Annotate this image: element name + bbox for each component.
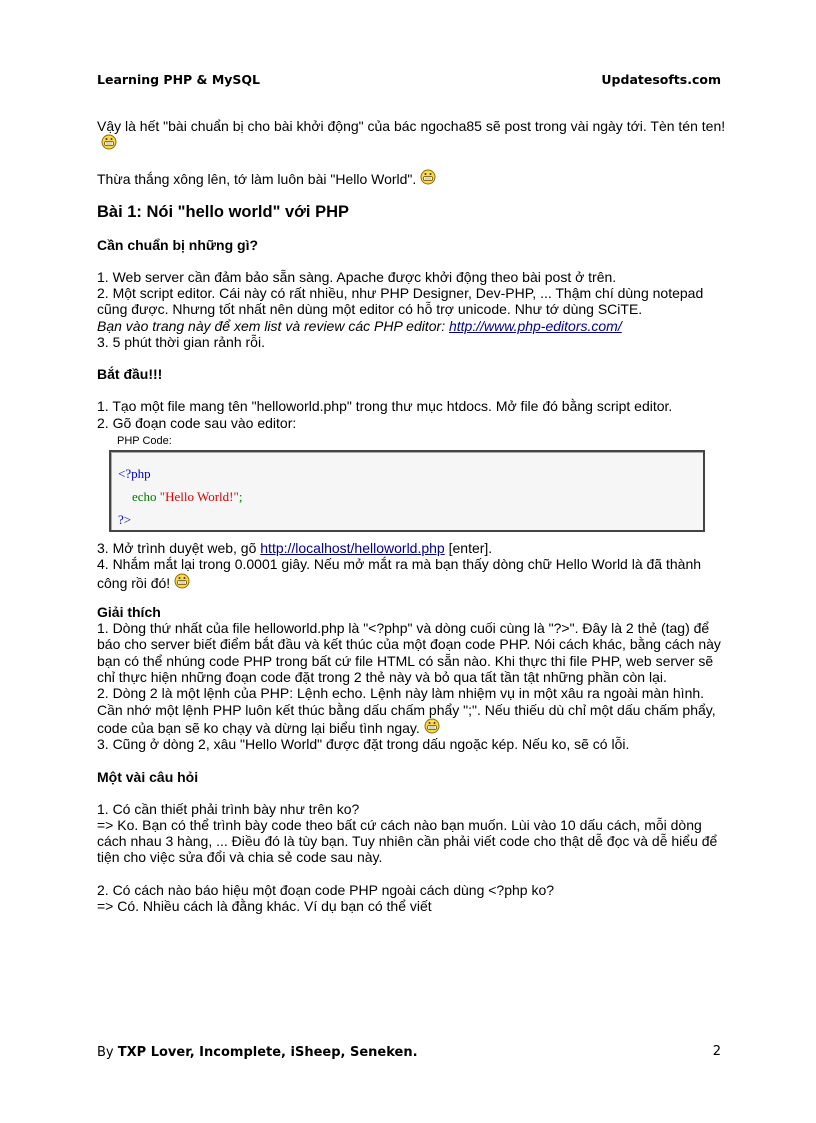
document-body (97, 118, 727, 914)
prep-item-3: 3. 5 phút thời gian rảnh rỗi. (97, 334, 265, 351)
start-item-2: 2. Gõ đoạn code sau vào editor: (97, 414, 297, 431)
php-editors-link[interactable]: http://www.php-editors.com/ (448, 317, 622, 334)
code-close-tag: ?> (118, 511, 132, 527)
intro-paragraph-1: Vậy là hết "bài chuẩn bị cho bài khởi động" của bác ngocha85 sẽ post trong vài ngày tới. Tèn tén ten! (97, 118, 727, 153)
faq-question-2: 2. Có cách nào báo hiệu một đoạn code PHP ngoài cách dùng <?php ko? (97, 881, 555, 898)
prep-item-1: 1. Web server cần đảm bảo sẵn sàng. Apache được khởi động theo bài post ở trên. (97, 268, 617, 285)
prep-note: Bạn vào trang này để xem list và review các PHP editor: http://www.php-editors.com/ (97, 317, 622, 334)
start-heading: Bắt đầu!!! (97, 366, 163, 383)
lesson-title: Bài 1: Nói "hello world" với PHP (97, 202, 349, 221)
grin-smiley-icon (420, 169, 436, 185)
code-echo-line: echo "Hello World!"; (132, 488, 243, 504)
grin-smiley-icon (101, 134, 117, 150)
explain-item-1: 1. Dòng thứ nhất của file helloworld.php là "<?php" và dòng cuối cùng là "?>". Đây là 2 thẻ (tag) để báo cho server biết điểm bắt đầu và kết thúc của một đoạn code PHP. Nói cách khác, bằng cách này bạn có thể nhúng code PHP trong bất cứ file HTML có sẵn nào. Khi thực thi file PHP, web server sẽ chỉ thực hiện những đoạn code đặt trong 2 thẻ này và bỏ qua tất tần tật những phần còn lại. (97, 620, 721, 686)
footer-by: By (97, 1045, 118, 1060)
faq-heading: Một vài câu hỏi (97, 768, 199, 785)
faq-question-1: 1. Có cần thiết phải trình bày như trên ko? (97, 800, 360, 817)
php-code-block (109, 450, 705, 532)
grin-smiley-icon (174, 573, 190, 589)
localhost-link[interactable]: http://localhost/helloworld.php (260, 539, 445, 556)
start-item-1: 1. Tạo một file mang tên "helloworld.php" trong thư mục htdocs. Mở file đó bằng script editor. (97, 398, 673, 415)
faq-answer-2: => Có. Nhiều cách là đằng khác. Ví dụ bạn có thể viết (97, 898, 432, 915)
header-site: Updatesofts.com (601, 72, 721, 87)
explain-heading: Giải thích (97, 603, 161, 620)
intro-paragraph-2: Thừa thắng xông lên, tớ làm luôn bài "Hello World". (97, 169, 727, 187)
start-item-3: 3. Mở trình duyệt web, gõ http://localhost/helloworld.php [enter]. (97, 539, 493, 556)
faq-answer-1: => Ko. Bạn có thể trình bày code theo bất cứ cách nào bạn muốn. Lùi vào 10 dấu cách, mỗi dòng cách nhau 3 hàng, ... Điều đó là tùy bạn. Tuy nhiên cần phải viết code cho thật dễ đọc và dễ hiểu để tiện cho việc sửa đổi và chia sẻ code sau này. (97, 816, 718, 866)
start-item-4: 4. Nhắm mắt lại trong 0.0001 giây. Nếu mở mắt ra mà bạn thấy dòng chữ Hello World là đã thành công rồi đó! (97, 556, 702, 591)
page-header (97, 72, 721, 90)
explain-item-2: 2. Dòng 2 là một lệnh của PHP: Lệnh echo. Lệnh này làm nhiệm vụ in một xâu ra ngoài màn hình. Cần nhớ một lệnh PHP luôn kết thúc bằng dấu chấm phẩy ";". Nếu thiếu dù chỉ một dấu chấm phẩy, code của bạn sẽ ko chạy và dừng lại biểu tình ngay. (97, 685, 716, 736)
header-title: Learning PHP & MySQL (97, 72, 260, 87)
prep-heading: Cần chuẩn bị những gì? (97, 236, 259, 253)
code-label: PHP Code: (117, 434, 172, 447)
grin-smiley-icon (424, 718, 440, 734)
footer-authors: TXP Lover, Incomplete, iSheep, Seneken. (117, 1045, 418, 1060)
code-open-tag: <?php (118, 465, 151, 481)
prep-item-2: 2. Một script editor. Cái này có rất nhiều, như PHP Designer, Dev-PHP, ... Thậm chí dùng notepad cũng được. Nhưng tốt nhất nên dùng một editor có hỗ trợ unicode. Như tớ dùng SCiTE. (97, 285, 704, 318)
explain-item-3: 3. Cũng ở dòng 2, xâu "Hello World" được đặt trong dấu ngoặc kép. Nếu ko, sẽ có lỗi. (97, 736, 630, 753)
page-number: 2 (712, 1044, 721, 1059)
page-footer (97, 1044, 721, 1062)
